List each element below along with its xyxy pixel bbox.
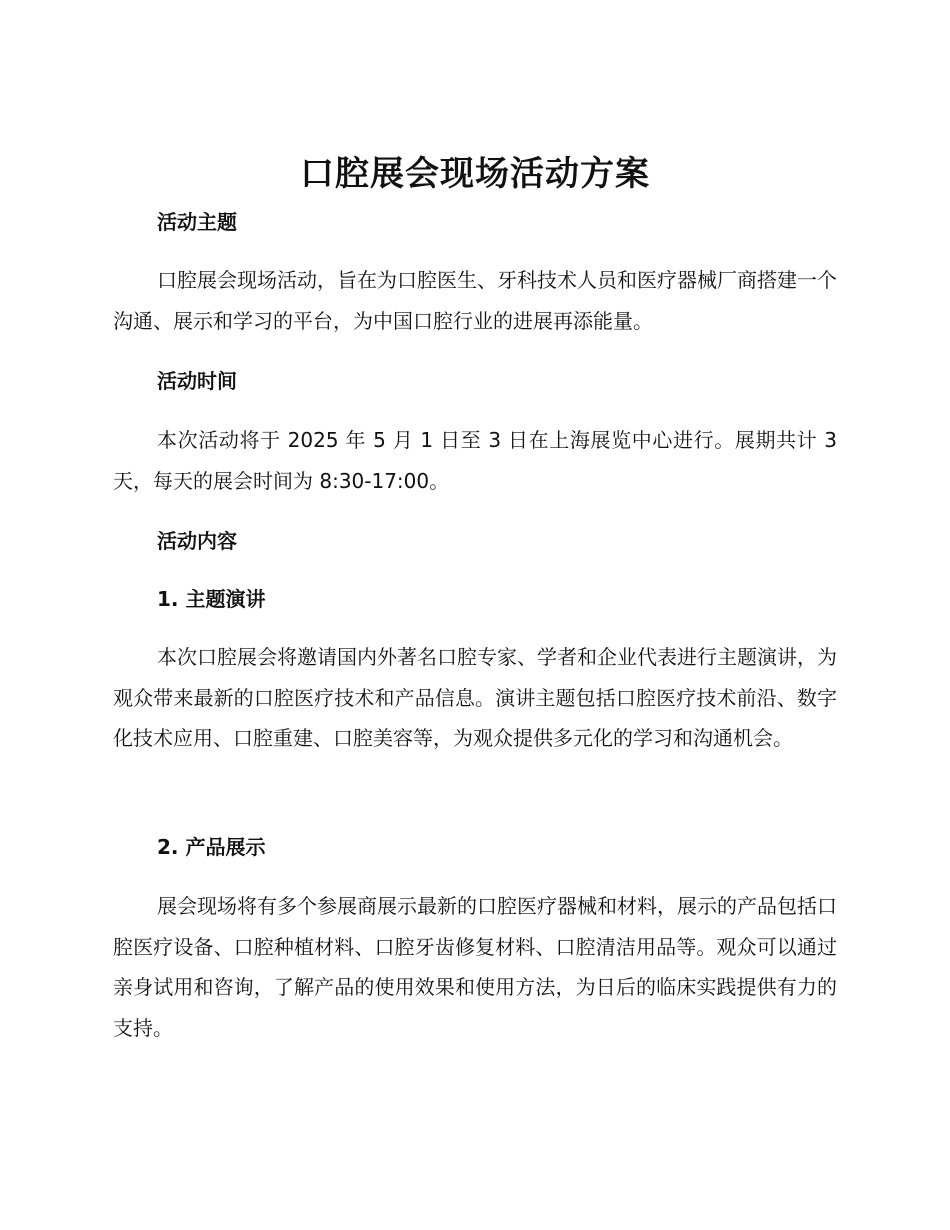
section-paragraph-products: 展会现场将有多个参展商展示最新的口腔医疗器械和材料，展示的产品包括口腔医疗设备、口腔种植材料、口腔牙齿修复材料、口腔清洁用品等。观众可以通过亲身试用和咨询，了解产品的使用效果和使用方法，为日后的临床实践提供有力的支持。 bbox=[113, 894, 837, 1040]
section-heading-time: 活动时间 bbox=[157, 369, 237, 393]
section-paragraph-keynote: 本次口腔展会将邀请国内外著名口腔专家、学者和企业代表进行主题演讲，为观众带来最新的口腔医疗技术和产品信息。演讲主题包括口腔医疗技术前沿、数字化技术应用、口腔重建、口腔美容等，为观众提供多元化的学习和沟通机会。 bbox=[113, 645, 837, 750]
section-paragraph-theme: 口腔展会现场活动，旨在为口腔医生、牙科技术人员和医疗器械厂商搭建一个沟通、展示和学习的平台，为中国口腔行业的进展再添能量。 bbox=[113, 268, 837, 333]
section-heading-products: 2. 产品展示 bbox=[157, 835, 266, 859]
section-heading-theme: 活动主题 bbox=[157, 210, 237, 234]
section-paragraph-time: 本次活动将于 2025 年 5 月 1 日至 3 日在上海展览中心进行。展期共计 3 天，每天的展会时间为 8:30-17:00。 bbox=[113, 428, 837, 493]
document-title: 口腔展会现场活动方案 bbox=[300, 154, 650, 194]
section-heading-keynote: 1. 主题演讲 bbox=[157, 587, 266, 611]
section-heading-content: 活动内容 bbox=[157, 529, 237, 553]
